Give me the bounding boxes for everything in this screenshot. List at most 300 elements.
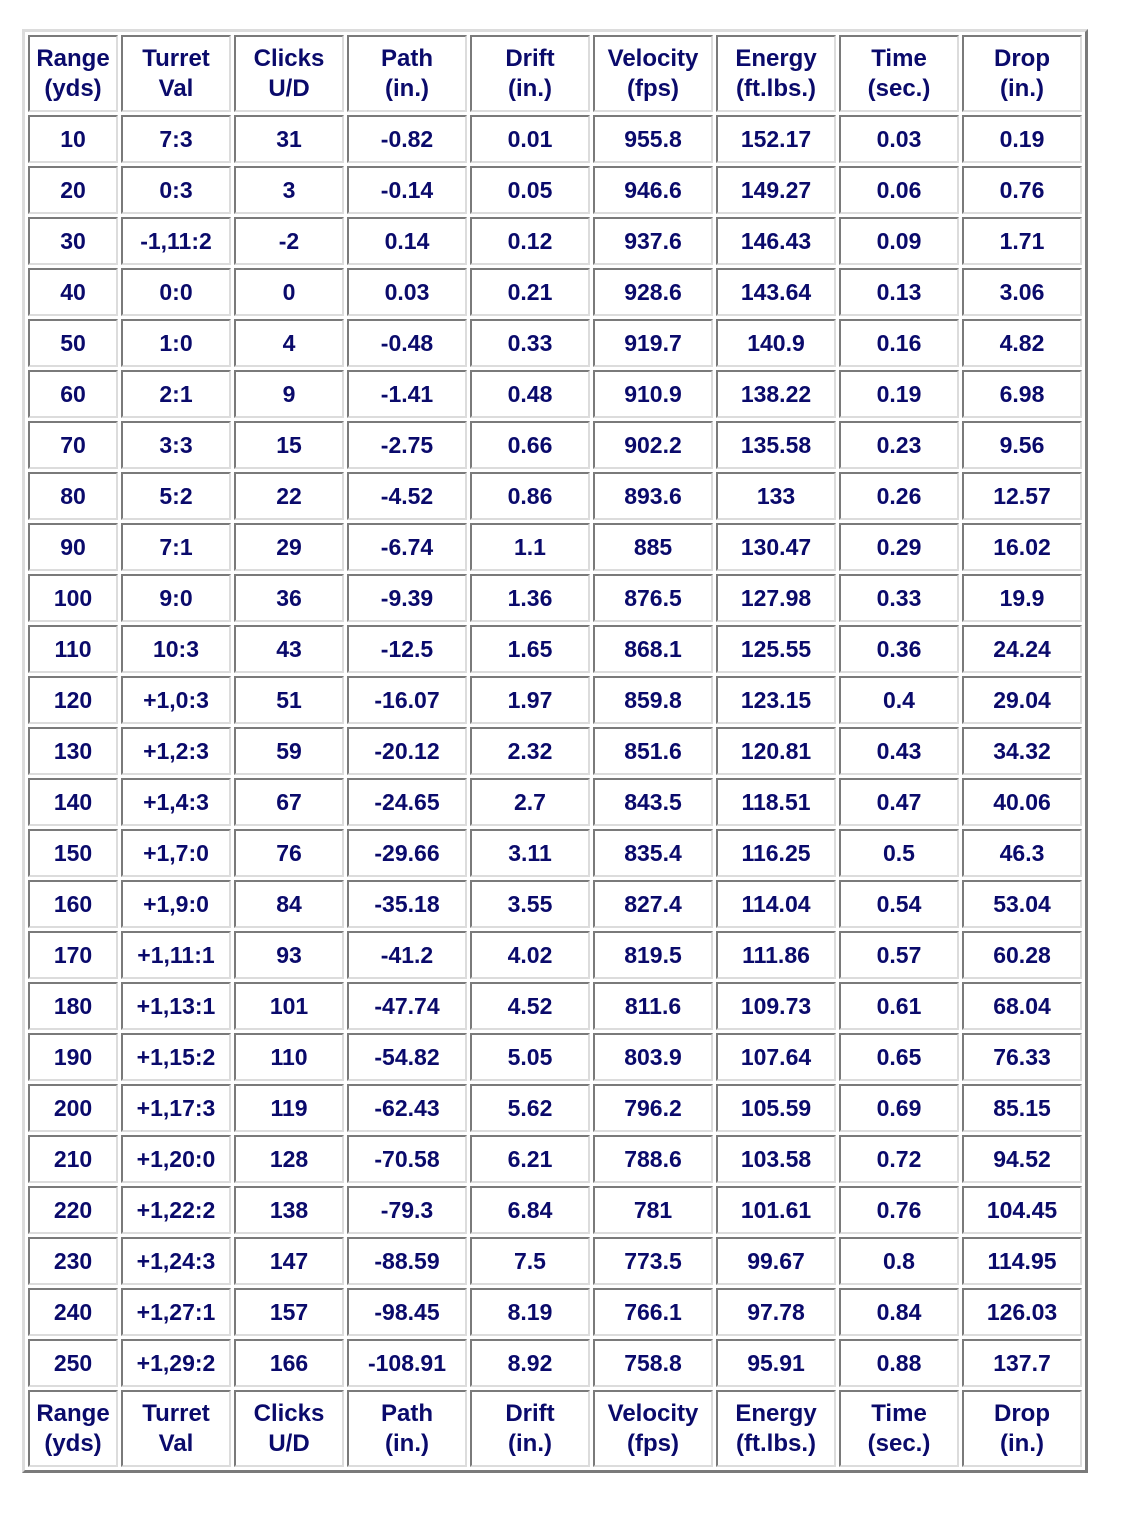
time-cell: 0.4 xyxy=(839,676,959,724)
table-row xyxy=(28,982,1082,1030)
time-cell: 0.26 xyxy=(839,472,959,520)
range-cell: 110 xyxy=(28,625,118,673)
table-row xyxy=(28,217,1082,265)
clicks-cell: 29 xyxy=(234,523,344,571)
range-cell: 60 xyxy=(28,370,118,418)
table-row xyxy=(28,115,1082,163)
turret-val-cell: 2:1 xyxy=(121,370,231,418)
range-cell: 70 xyxy=(28,421,118,469)
energy-cell: 118.51 xyxy=(716,778,836,826)
header-line: Path xyxy=(380,44,433,72)
drop-cell: 29.04 xyxy=(962,676,1082,724)
header-line: Time xyxy=(871,1399,927,1427)
table-row xyxy=(28,1288,1082,1336)
header-line: (in.) xyxy=(508,74,552,102)
drop-cell: 24.24 xyxy=(962,625,1082,673)
drift-cell: 4.52 xyxy=(470,982,590,1030)
turret-val-cell: 0:0 xyxy=(121,268,231,316)
energy-cell: 130.47 xyxy=(716,523,836,571)
table-row xyxy=(28,1084,1082,1132)
path-cell: -0.82 xyxy=(347,115,467,163)
table-row xyxy=(28,1033,1082,1081)
energy-cell: 146.43 xyxy=(716,217,836,265)
path-cell: -12.5 xyxy=(347,625,467,673)
drop-cell: 12.57 xyxy=(962,472,1082,520)
path-cell: -2.75 xyxy=(347,421,467,469)
table-row xyxy=(28,727,1082,775)
header-line: U/D xyxy=(268,74,310,102)
energy-cell: 99.67 xyxy=(716,1237,836,1285)
drop-cell: 40.06 xyxy=(962,778,1082,826)
table-footer-row xyxy=(28,1390,1082,1467)
top-header-cell xyxy=(347,35,467,112)
velocity-cell: 781 xyxy=(593,1186,713,1234)
velocity-cell: 893.6 xyxy=(593,472,713,520)
time-cell: 0.61 xyxy=(839,982,959,1030)
path-cell: -29.66 xyxy=(347,829,467,877)
clicks-cell: 3 xyxy=(234,166,344,214)
drop-cell: 16.02 xyxy=(962,523,1082,571)
velocity-cell: 758.8 xyxy=(593,1339,713,1387)
turret-val-cell: 9:0 xyxy=(121,574,231,622)
drift-cell: 2.7 xyxy=(470,778,590,826)
drop-cell: 0.19 xyxy=(962,115,1082,163)
energy-cell: 97.78 xyxy=(716,1288,836,1336)
turret-val-cell: +1,9:0 xyxy=(121,880,231,928)
path-cell: -6.74 xyxy=(347,523,467,571)
path-cell: -4.52 xyxy=(347,472,467,520)
range-cell: 10 xyxy=(28,115,118,163)
drop-cell: 1.71 xyxy=(962,217,1082,265)
clicks-cell: 51 xyxy=(234,676,344,724)
header-line: Drift xyxy=(505,1399,555,1427)
velocity-cell: 919.7 xyxy=(593,319,713,367)
range-cell: 170 xyxy=(28,931,118,979)
table-row xyxy=(28,472,1082,520)
drop-cell: 4.82 xyxy=(962,319,1082,367)
top-header-cell xyxy=(121,35,231,112)
time-cell: 0.72 xyxy=(839,1135,959,1183)
time-cell: 0.33 xyxy=(839,574,959,622)
drift-cell: 0.66 xyxy=(470,421,590,469)
range-cell: 160 xyxy=(28,880,118,928)
path-cell: -108.91 xyxy=(347,1339,467,1387)
drift-cell: 0.05 xyxy=(470,166,590,214)
header-line: Range xyxy=(36,44,110,72)
drop-cell: 34.32 xyxy=(962,727,1082,775)
time-cell: 0.69 xyxy=(839,1084,959,1132)
drift-cell: 1.97 xyxy=(470,676,590,724)
header-line: Clicks xyxy=(253,1399,325,1427)
drift-cell: 0.86 xyxy=(470,472,590,520)
range-cell: 40 xyxy=(28,268,118,316)
drop-cell: 114.95 xyxy=(962,1237,1082,1285)
drift-cell: 2.32 xyxy=(470,727,590,775)
top-header-cell xyxy=(234,35,344,112)
time-cell: 0.54 xyxy=(839,880,959,928)
drop-cell: 3.06 xyxy=(962,268,1082,316)
header-line: Velocity xyxy=(607,44,699,72)
header-line: (ft.lbs.) xyxy=(736,1429,816,1457)
path-cell: -20.12 xyxy=(347,727,467,775)
turret-val-cell: +1,11:1 xyxy=(121,931,231,979)
header-line: (fps) xyxy=(627,74,679,102)
path-cell: 0.03 xyxy=(347,268,467,316)
table-row xyxy=(28,268,1082,316)
drift-cell: 3.11 xyxy=(470,829,590,877)
drift-cell: 5.62 xyxy=(470,1084,590,1132)
header-line: (sec.) xyxy=(867,74,931,102)
drift-cell: 5.05 xyxy=(470,1033,590,1081)
bottom-header-cell xyxy=(962,1390,1082,1467)
top-header-cell xyxy=(593,35,713,112)
header-line: Drift xyxy=(505,44,555,72)
top-header-cell xyxy=(839,35,959,112)
velocity-cell: 902.2 xyxy=(593,421,713,469)
time-cell: 0.57 xyxy=(839,931,959,979)
velocity-cell: 819.5 xyxy=(593,931,713,979)
turret-val-cell: +1,7:0 xyxy=(121,829,231,877)
header-line: (in.) xyxy=(508,1429,552,1457)
range-cell: 50 xyxy=(28,319,118,367)
drop-cell: 126.03 xyxy=(962,1288,1082,1336)
header-line: Val xyxy=(158,74,194,102)
turret-val-cell: +1,4:3 xyxy=(121,778,231,826)
velocity-cell: 885 xyxy=(593,523,713,571)
table-row xyxy=(28,523,1082,571)
time-cell: 0.13 xyxy=(839,268,959,316)
clicks-cell: 67 xyxy=(234,778,344,826)
turret-val-cell: +1,29:2 xyxy=(121,1339,231,1387)
range-cell: 80 xyxy=(28,472,118,520)
time-cell: 0.5 xyxy=(839,829,959,877)
range-cell: 20 xyxy=(28,166,118,214)
bottom-header-cell xyxy=(28,1390,118,1467)
velocity-cell: 946.6 xyxy=(593,166,713,214)
drop-cell: 137.7 xyxy=(962,1339,1082,1387)
path-cell: -0.48 xyxy=(347,319,467,367)
header-line: Energy xyxy=(735,44,817,72)
top-header-cell xyxy=(470,35,590,112)
velocity-cell: 835.4 xyxy=(593,829,713,877)
range-cell: 100 xyxy=(28,574,118,622)
turret-val-cell: +1,13:1 xyxy=(121,982,231,1030)
header-line: (fps) xyxy=(627,1429,679,1457)
table-row xyxy=(28,880,1082,928)
energy-cell: 105.59 xyxy=(716,1084,836,1132)
time-cell: 0.76 xyxy=(839,1186,959,1234)
header-line: (in.) xyxy=(385,74,429,102)
drop-cell: 60.28 xyxy=(962,931,1082,979)
drop-cell: 76.33 xyxy=(962,1033,1082,1081)
table-header-row xyxy=(28,35,1082,112)
drift-cell: 6.21 xyxy=(470,1135,590,1183)
range-cell: 220 xyxy=(28,1186,118,1234)
time-cell: 0.43 xyxy=(839,727,959,775)
velocity-cell: 868.1 xyxy=(593,625,713,673)
turret-val-cell: +1,17:3 xyxy=(121,1084,231,1132)
path-cell: -88.59 xyxy=(347,1237,467,1285)
top-header-cell xyxy=(962,35,1082,112)
bottom-header-cell xyxy=(121,1390,231,1467)
path-cell: -62.43 xyxy=(347,1084,467,1132)
energy-cell: 140.9 xyxy=(716,319,836,367)
range-cell: 90 xyxy=(28,523,118,571)
energy-cell: 149.27 xyxy=(716,166,836,214)
table-row xyxy=(28,1237,1082,1285)
energy-cell: 107.64 xyxy=(716,1033,836,1081)
energy-cell: 109.73 xyxy=(716,982,836,1030)
header-line: (in.) xyxy=(385,1429,429,1457)
range-cell: 210 xyxy=(28,1135,118,1183)
clicks-cell: 110 xyxy=(234,1033,344,1081)
clicks-cell: 128 xyxy=(234,1135,344,1183)
range-cell: 120 xyxy=(28,676,118,724)
turret-val-cell: 0:3 xyxy=(121,166,231,214)
path-cell: -1.41 xyxy=(347,370,467,418)
table-row xyxy=(28,829,1082,877)
bottom-header-cell xyxy=(234,1390,344,1467)
drift-cell: 0.12 xyxy=(470,217,590,265)
clicks-cell: 76 xyxy=(234,829,344,877)
turret-val-cell: +1,24:3 xyxy=(121,1237,231,1285)
velocity-cell: 955.8 xyxy=(593,115,713,163)
clicks-cell: 43 xyxy=(234,625,344,673)
velocity-cell: 928.6 xyxy=(593,268,713,316)
velocity-cell: 788.6 xyxy=(593,1135,713,1183)
energy-cell: 127.98 xyxy=(716,574,836,622)
header-line: Path xyxy=(380,1399,433,1427)
clicks-cell: 0 xyxy=(234,268,344,316)
table-row xyxy=(28,319,1082,367)
header-line: Velocity xyxy=(607,1399,699,1427)
time-cell: 0.09 xyxy=(839,217,959,265)
bottom-header-cell xyxy=(347,1390,467,1467)
path-cell: -41.2 xyxy=(347,931,467,979)
turret-val-cell: 3:3 xyxy=(121,421,231,469)
turret-val-cell: 5:2 xyxy=(121,472,231,520)
path-cell: -47.74 xyxy=(347,982,467,1030)
range-cell: 230 xyxy=(28,1237,118,1285)
velocity-cell: 859.8 xyxy=(593,676,713,724)
energy-cell: 103.58 xyxy=(716,1135,836,1183)
table-row xyxy=(28,1135,1082,1183)
energy-cell: 135.58 xyxy=(716,421,836,469)
drift-cell: 8.19 xyxy=(470,1288,590,1336)
drift-cell: 0.21 xyxy=(470,268,590,316)
path-cell: -16.07 xyxy=(347,676,467,724)
velocity-cell: 766.1 xyxy=(593,1288,713,1336)
turret-val-cell: +1,20:0 xyxy=(121,1135,231,1183)
clicks-cell: 119 xyxy=(234,1084,344,1132)
drop-cell: 94.52 xyxy=(962,1135,1082,1183)
top-header-cell xyxy=(716,35,836,112)
drift-cell: 4.02 xyxy=(470,931,590,979)
path-cell: -79.3 xyxy=(347,1186,467,1234)
path-cell: -0.14 xyxy=(347,166,467,214)
velocity-cell: 773.5 xyxy=(593,1237,713,1285)
table-row xyxy=(28,625,1082,673)
energy-cell: 125.55 xyxy=(716,625,836,673)
time-cell: 0.16 xyxy=(839,319,959,367)
drop-cell: 19.9 xyxy=(962,574,1082,622)
range-cell: 150 xyxy=(28,829,118,877)
bottom-header-cell xyxy=(839,1390,959,1467)
drift-cell: 0.48 xyxy=(470,370,590,418)
header-line: U/D xyxy=(268,1429,310,1457)
path-cell: -35.18 xyxy=(347,880,467,928)
range-cell: 140 xyxy=(28,778,118,826)
time-cell: 0.8 xyxy=(839,1237,959,1285)
path-cell: -98.45 xyxy=(347,1288,467,1336)
clicks-cell: 138 xyxy=(234,1186,344,1234)
bottom-header-cell xyxy=(716,1390,836,1467)
table-row xyxy=(28,421,1082,469)
velocity-cell: 851.6 xyxy=(593,727,713,775)
drop-cell: 9.56 xyxy=(962,421,1082,469)
table-row xyxy=(28,778,1082,826)
velocity-cell: 796.2 xyxy=(593,1084,713,1132)
clicks-cell: 36 xyxy=(234,574,344,622)
header-line: Turret xyxy=(142,44,210,72)
path-cell: -70.58 xyxy=(347,1135,467,1183)
energy-cell: 152.17 xyxy=(716,115,836,163)
time-cell: 0.84 xyxy=(839,1288,959,1336)
energy-cell: 143.64 xyxy=(716,268,836,316)
range-cell: 180 xyxy=(28,982,118,1030)
velocity-cell: 811.6 xyxy=(593,982,713,1030)
energy-cell: 133 xyxy=(716,472,836,520)
energy-cell: 138.22 xyxy=(716,370,836,418)
turret-val-cell: 7:1 xyxy=(121,523,231,571)
velocity-cell: 803.9 xyxy=(593,1033,713,1081)
bottom-header-cell xyxy=(470,1390,590,1467)
turret-val-cell: +1,27:1 xyxy=(121,1288,231,1336)
clicks-cell: 84 xyxy=(234,880,344,928)
table-row xyxy=(28,370,1082,418)
turret-val-cell: +1,15:2 xyxy=(121,1033,231,1081)
turret-val-cell: 1:0 xyxy=(121,319,231,367)
drift-cell: 1.1 xyxy=(470,523,590,571)
drop-cell: 6.98 xyxy=(962,370,1082,418)
energy-cell: 95.91 xyxy=(716,1339,836,1387)
drop-cell: 68.04 xyxy=(962,982,1082,1030)
drift-cell: 7.5 xyxy=(470,1237,590,1285)
drop-cell: 46.3 xyxy=(962,829,1082,877)
table-row xyxy=(28,931,1082,979)
velocity-cell: 910.9 xyxy=(593,370,713,418)
range-cell: 30 xyxy=(28,217,118,265)
header-line: (in.) xyxy=(1000,74,1044,102)
top-header-cell xyxy=(28,35,118,112)
range-cell: 240 xyxy=(28,1288,118,1336)
range-cell: 190 xyxy=(28,1033,118,1081)
range-cell: 250 xyxy=(28,1339,118,1387)
drift-cell: 0.01 xyxy=(470,115,590,163)
velocity-cell: 827.4 xyxy=(593,880,713,928)
clicks-cell: 31 xyxy=(234,115,344,163)
clicks-cell: -2 xyxy=(234,217,344,265)
header-line: Drop xyxy=(994,44,1050,72)
velocity-cell: 937.6 xyxy=(593,217,713,265)
header-line: Energy xyxy=(735,1399,817,1427)
ballistics-table xyxy=(22,29,1088,1473)
clicks-cell: 4 xyxy=(234,319,344,367)
drift-cell: 1.65 xyxy=(470,625,590,673)
drift-cell: 0.33 xyxy=(470,319,590,367)
header-line: Time xyxy=(871,44,927,72)
drop-cell: 104.45 xyxy=(962,1186,1082,1234)
path-cell: -24.65 xyxy=(347,778,467,826)
energy-cell: 123.15 xyxy=(716,676,836,724)
table-row xyxy=(28,574,1082,622)
velocity-cell: 876.5 xyxy=(593,574,713,622)
clicks-cell: 22 xyxy=(234,472,344,520)
header-line: Range xyxy=(36,1399,110,1427)
velocity-cell: 843.5 xyxy=(593,778,713,826)
clicks-cell: 147 xyxy=(234,1237,344,1285)
time-cell: 0.06 xyxy=(839,166,959,214)
energy-cell: 120.81 xyxy=(716,727,836,775)
header-line: (yds) xyxy=(44,74,102,102)
drift-cell: 3.55 xyxy=(470,880,590,928)
path-cell: -54.82 xyxy=(347,1033,467,1081)
time-cell: 0.23 xyxy=(839,421,959,469)
drop-cell: 0.76 xyxy=(962,166,1082,214)
table-row xyxy=(28,676,1082,724)
drift-cell: 6.84 xyxy=(470,1186,590,1234)
header-line: Val xyxy=(158,1429,194,1457)
clicks-cell: 157 xyxy=(234,1288,344,1336)
drift-cell: 1.36 xyxy=(470,574,590,622)
drop-cell: 53.04 xyxy=(962,880,1082,928)
clicks-cell: 59 xyxy=(234,727,344,775)
clicks-cell: 166 xyxy=(234,1339,344,1387)
turret-val-cell: 10:3 xyxy=(121,625,231,673)
table-body xyxy=(28,115,1082,1387)
clicks-cell: 15 xyxy=(234,421,344,469)
bottom-header-cell xyxy=(593,1390,713,1467)
header-line: (sec.) xyxy=(867,1429,931,1457)
time-cell: 0.36 xyxy=(839,625,959,673)
table-row xyxy=(28,166,1082,214)
turret-val-cell: 7:3 xyxy=(121,115,231,163)
time-cell: 0.29 xyxy=(839,523,959,571)
energy-cell: 114.04 xyxy=(716,880,836,928)
header-line: Turret xyxy=(142,1399,210,1427)
time-cell: 0.19 xyxy=(839,370,959,418)
ballistics-table-container xyxy=(22,29,1088,1473)
table-row xyxy=(28,1186,1082,1234)
header-line: Clicks xyxy=(253,44,325,72)
turret-val-cell: +1,22:2 xyxy=(121,1186,231,1234)
table-row xyxy=(28,1339,1082,1387)
clicks-cell: 93 xyxy=(234,931,344,979)
drift-cell: 8.92 xyxy=(470,1339,590,1387)
header-line: (in.) xyxy=(1000,1429,1044,1457)
range-cell: 130 xyxy=(28,727,118,775)
turret-val-cell: +1,0:3 xyxy=(121,676,231,724)
header-line: Drop xyxy=(994,1399,1050,1427)
header-line: (yds) xyxy=(44,1429,102,1457)
turret-val-cell: -1,11:2 xyxy=(121,217,231,265)
turret-val-cell: +1,2:3 xyxy=(121,727,231,775)
energy-cell: 111.86 xyxy=(716,931,836,979)
time-cell: 0.03 xyxy=(839,115,959,163)
path-cell: -9.39 xyxy=(347,574,467,622)
energy-cell: 116.25 xyxy=(716,829,836,877)
path-cell: 0.14 xyxy=(347,217,467,265)
